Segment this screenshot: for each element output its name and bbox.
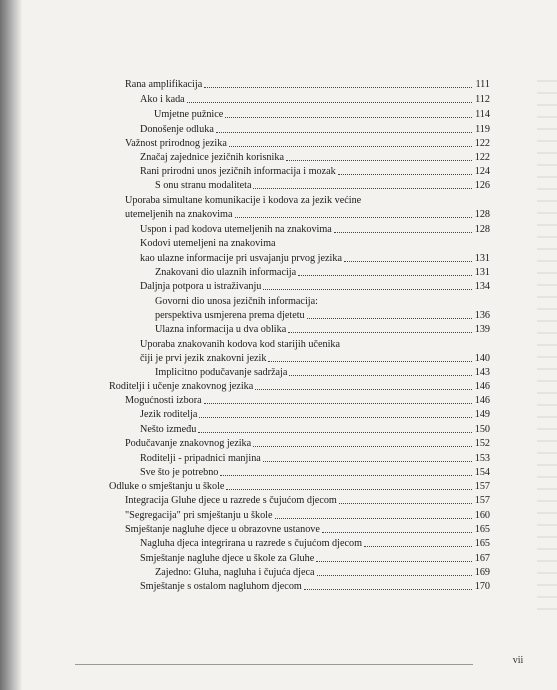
- toc-entry-title: Nešto između: [140, 424, 197, 435]
- dot-leader: [225, 116, 472, 118]
- dot-leader: [298, 274, 472, 276]
- toc-entry-page: 128: [474, 209, 490, 220]
- toc-entry-title: Integracija Gluhe djece u razrede s čujućom djecom: [125, 495, 337, 506]
- dot-leader: [344, 260, 472, 262]
- dot-leader: [204, 86, 472, 88]
- toc-entry-page: 153: [474, 453, 490, 464]
- toc-entry: [155, 566, 490, 579]
- toc-entry: [140, 252, 490, 265]
- toc-entry: [125, 437, 490, 450]
- toc-entry-title: perspektiva usmjerena prema djetetu: [155, 310, 305, 321]
- dot-leader: [304, 588, 472, 590]
- toc-entry-title: Roditelji i učenje znakovnog jezika: [109, 381, 254, 392]
- dot-leader: [204, 402, 472, 404]
- toc-entry-title: Smještanje nagluhe djece u obrazovne ustanove: [125, 524, 320, 535]
- toc-entry: [140, 223, 490, 236]
- toc-entry-title: Jezik roditelja: [140, 409, 198, 420]
- dot-leader: [255, 388, 472, 390]
- toc-entry: [140, 552, 490, 565]
- toc-entry-page: 131: [474, 267, 490, 278]
- toc-entry-page: 169: [474, 567, 490, 578]
- toc-entry: [125, 78, 490, 91]
- toc-entry: [155, 323, 490, 336]
- dot-leader: [220, 474, 472, 476]
- toc-entry: [155, 179, 490, 192]
- toc-entry-page: 165: [474, 538, 490, 549]
- toc-entry-title: "Segregacija" pri smještanju u škole: [125, 510, 273, 521]
- toc-entry-page: 143: [474, 367, 490, 378]
- toc-entry-title: Rana amplifikacija: [125, 79, 203, 90]
- toc-entry-title: Znakovani dio ulaznih informacija: [155, 267, 297, 278]
- toc-entry-page: 114: [475, 109, 490, 120]
- dot-leader: [289, 374, 472, 376]
- toc-entry-title: čiji je prvi jezik znakovni jezik: [140, 353, 267, 364]
- dot-leader: [322, 531, 472, 533]
- toc-entry-title: Sve što je potrebno: [140, 467, 219, 478]
- dot-leader: [268, 360, 472, 362]
- toc-entry-page: 122: [474, 138, 490, 149]
- toc-entry: [154, 108, 490, 121]
- toc-entry-page: 154: [474, 467, 490, 478]
- toc-entry-title: Umjetne pužnice: [154, 109, 224, 120]
- toc-entry: [140, 338, 490, 351]
- toc-entry-title: Roditelji - pripadnici manjina: [140, 453, 261, 464]
- dot-leader: [286, 159, 472, 161]
- dot-leader: [338, 173, 472, 175]
- toc-entry: [140, 352, 490, 365]
- toc-entry: [125, 194, 490, 207]
- toc-entry-page: 150: [474, 424, 490, 435]
- toc-entry-title: Daljnja potpora u istraživanju: [140, 281, 262, 292]
- toc-entry-title: Odluke o smještanju u škole: [109, 481, 225, 492]
- toc-entry: [140, 123, 490, 136]
- toc-entry: [140, 408, 490, 421]
- dot-leader: [307, 317, 472, 319]
- dot-leader: [339, 502, 472, 504]
- toc-entry: [155, 266, 490, 279]
- toc-entry: [140, 93, 490, 106]
- toc-entry-page: 152: [474, 438, 490, 449]
- toc-entry-page: 146: [474, 381, 490, 392]
- dot-leader: [226, 488, 472, 490]
- toc-entry-title: Podučavanje znakovnog jezika: [125, 438, 252, 449]
- toc-entry: [125, 509, 490, 522]
- dot-leader: [229, 145, 472, 147]
- toc-entry-page: 165: [474, 524, 490, 535]
- toc-entry: [140, 423, 490, 436]
- dot-leader: [275, 517, 472, 519]
- toc-entry: [140, 537, 490, 550]
- toc-entry-title: Uspon i pad kodova utemeljenih na znakovima: [140, 224, 332, 235]
- footer-rule: [75, 664, 473, 665]
- toc-entry-page: 170: [474, 581, 490, 592]
- dot-leader: [216, 131, 472, 133]
- toc-entry: [140, 466, 490, 479]
- book-page: [22, 0, 557, 690]
- toc-entry: [140, 151, 490, 164]
- toc-entry-title: kao ulazne informacije pri usvajanju prvog jezika: [140, 253, 342, 264]
- toc-entry-title: Ako i kada: [140, 94, 185, 105]
- toc-entry-page: 134: [474, 281, 490, 292]
- toc-entry-title: Značaj zajednice jezičnih korisnika: [140, 152, 284, 163]
- dot-leader: [198, 431, 472, 433]
- dot-leader: [253, 187, 472, 189]
- dot-leader: [235, 216, 473, 218]
- toc-entry: [125, 394, 490, 407]
- dot-leader: [317, 574, 472, 576]
- toc-entry-page: 146: [474, 395, 490, 406]
- toc-entry: [125, 208, 490, 221]
- dot-leader: [288, 331, 472, 333]
- dot-leader: [263, 288, 472, 290]
- toc-entry: [140, 280, 490, 293]
- toc-entry: [109, 480, 490, 493]
- toc-entry-page: 157: [474, 481, 490, 492]
- toc-entry-page: 140: [474, 353, 490, 364]
- toc-entry: [109, 380, 490, 393]
- toc-entry: [140, 165, 490, 178]
- toc-entry-page: 131: [474, 253, 490, 264]
- toc-entry: [155, 366, 490, 379]
- toc-entry-title: utemeljenih na znakovima: [125, 209, 233, 220]
- toc-entry-title: Nagluha djeca integrirana u razrede s čujućom djecom: [140, 538, 363, 549]
- toc-entry-page: 139: [474, 324, 490, 335]
- toc-entry-page: 136: [474, 310, 490, 321]
- toc-entry-title: Rani prirodni unos jezičnih informacija i mozak: [140, 166, 336, 177]
- toc-entry-title: Implicitno podučavanje sadržaja: [155, 367, 288, 378]
- toc-entry-title: Važnost prirodnog jezika: [125, 138, 227, 149]
- toc-entry-page: 112: [475, 94, 490, 105]
- toc-entry-title: Kodovi utemeljeni na znakovima: [140, 238, 276, 249]
- dot-leader: [187, 101, 472, 103]
- toc-entry-title: Smještanje s ostalom nagluhom djecom: [140, 581, 302, 592]
- dot-leader: [263, 460, 472, 462]
- toc-entry-page: 167: [474, 553, 490, 564]
- toc-entry-title: Smještanje nagluhe djece u škole za Gluhe: [140, 553, 315, 564]
- book-spine-shadow: [0, 0, 22, 690]
- toc-entry: [125, 494, 490, 507]
- toc-entry-title: Zajedno: Gluha, nagluha i čujuća djeca: [155, 567, 315, 578]
- dot-leader: [334, 231, 472, 233]
- toc-entry-title: Govorni dio unosa jezičnih informacija:: [155, 296, 318, 307]
- toc-entry-title: Mogućnosti izbora: [125, 395, 202, 406]
- toc-entry-title: Donošenje odluka: [140, 124, 214, 135]
- toc-entry: [140, 452, 490, 465]
- bleed-through-edge: [537, 70, 557, 610]
- toc-entry-title: Uporaba simultane komunikacije i kodova za jezik većine: [125, 195, 362, 206]
- toc-entry-page: 126: [474, 180, 490, 191]
- toc-entry-page: 128: [474, 224, 490, 235]
- page-folio: vii: [512, 655, 524, 666]
- toc-entry: [125, 523, 490, 536]
- toc-entry: [140, 237, 490, 250]
- toc-entry: [140, 580, 490, 593]
- toc-entry-page: 122: [474, 152, 490, 163]
- toc-entry-page: 111: [475, 79, 490, 90]
- dot-leader: [253, 445, 472, 447]
- dot-leader: [316, 560, 472, 562]
- toc-entry-title: Uporaba znakovanih kodova kod starijih učenika: [140, 339, 341, 350]
- toc-entry-title: S onu stranu modaliteta: [155, 180, 252, 191]
- dot-leader: [199, 416, 472, 418]
- toc-entry: [155, 309, 490, 322]
- toc-entry: [155, 295, 490, 308]
- toc-entry-page: 157: [474, 495, 490, 506]
- toc-entry-title: Ulazna informacija u dva oblika: [155, 324, 287, 335]
- toc-entry: [125, 137, 490, 150]
- toc-entry-page: 149: [474, 409, 490, 420]
- toc-entry-page: 124: [474, 166, 490, 177]
- toc-entry-page: 160: [474, 510, 490, 521]
- toc-entry-page: 119: [475, 124, 490, 135]
- dot-leader: [364, 545, 472, 547]
